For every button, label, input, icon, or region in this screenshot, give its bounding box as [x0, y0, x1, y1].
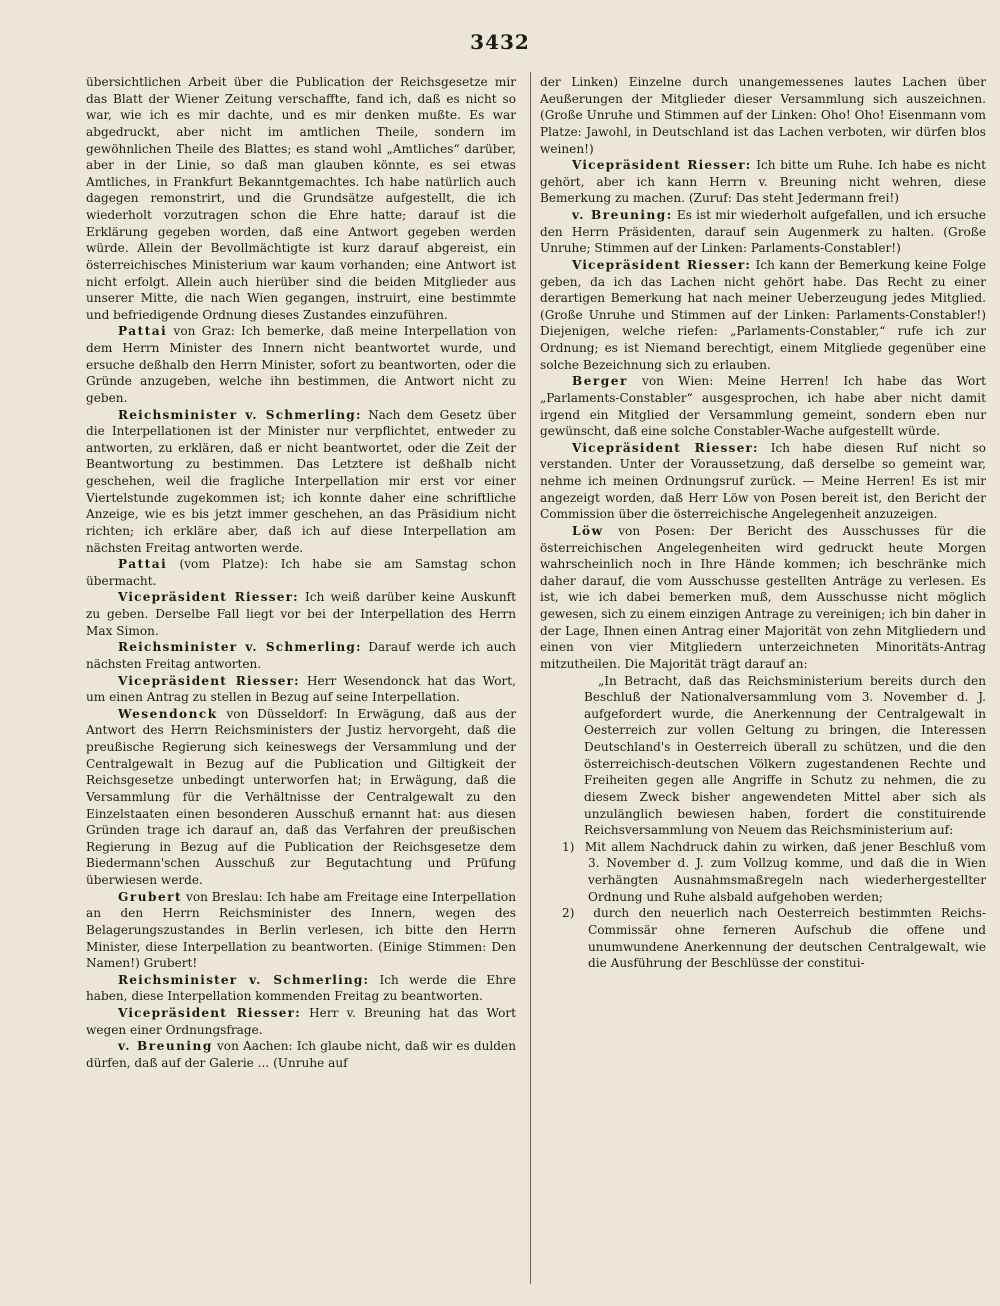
motion-item: 2) durch den neuerlich nach Oesterreich bestimmten Reichs-Commissär ohne ferneren Aufschub die offene und unumwundene Anerkennung der deutschen Centralgewalt, wie die Ausführung der Beschlüsse der constitui-	[562, 906, 986, 971]
paragraph: Reichsminister v. Schmerling: Nach dem Gesetz über die Interpellationen ist der Minister nur verpflichtet, entweder zu antworten, zu erklären, daß er nicht beantwortet, oder die Zeit der Beantwortung zu bestimmen. Das Letztere ist deßhalb nicht geschehen, weil die fragliche Interpellation mir erst vor einer Viertelstunde zugekommen ist; ich konnte daher eine schriftliche Anzeige, wie es bis jetzt immer geschehen, an das Präsidium nicht richten; ich erkläre aber, daß ich auf diese Interpellation am nächsten Freitag antworten werde.	[86, 407, 516, 555]
speaker-name: Reichsminister v. Schmerling:	[118, 407, 362, 422]
speaker-name: Vicepräsident Riesser:	[572, 257, 752, 272]
paragraph: Berger von Wien: Meine Herren! Ich habe das Wort „Parlaments-Constabler“ ausgesprochen, ich habe aber nicht damit irgend ein Mitglied der Versammlung gemeint, sondern eben nur gewünscht, daß eine solche Constabler-Wache aufgestellt würde.	[540, 374, 986, 439]
motion-quote: „In Betracht, daß das Reichsministerium bereits durch den Beschluß der Nationalversammlung vom 3. November d. J. aufgefordert wurde, die Anerkennung der Centralgewalt in Oesterreich zur vollen Geltung zu bringen, die Interessen Deutschland's in Oesterreich überall zu schützen, und die den österreichisch-deutschen Völkern zugestandenen Rechte und Freiheiten gegen alle Angriffe in Schutz zu nehmen, die zu diesem Zweck bisher angewendeten Mittel aber sich als unzulänglich bewiesen haben, fordert die constituirende Reichsversammlung von Neuem das Reichsministerium auf:	[584, 673, 986, 838]
paragraph: Vicepräsident Riesser: Herr v. Breuning hat das Wort wegen einer Ordnungsfrage.	[86, 1006, 516, 1037]
speaker-name: Pattai	[118, 557, 168, 572]
left-column	[86, 74, 516, 1072]
paragraph: Grubert von Breslau: Ich habe am Freitage eine Interpellation an den Herrn Reichsminister des Innern, wegen des Belagerungszustandes in Berlin verlesen, ich bitte den Herrn Minister, diese Interpellation zu beantworten. (Einige Stimmen: Den Namen!) Grubert!	[86, 889, 516, 971]
right-column	[540, 74, 986, 972]
paragraph: Pattai von Graz: Ich bemerke, daß meine Interpellation von dem Herrn Minister des Innern nicht beantwortet wurde, und ersuche deßhalb den Herrn Minister, sofort zu beantworten, oder die Gründe anzugeben, welche ihn bestimmen, die Antwort nicht zu geben.	[86, 324, 516, 405]
speaker-name: Löw	[572, 523, 604, 538]
column-divider	[530, 72, 531, 1284]
speaker-name: Vicepräsident Riesser:	[118, 1006, 301, 1020]
paragraph: der Linken) Einzelne durch unangemessenes lautes Lachen über Aeußerungen der Mitglieder dieser Versammlung sich auszeichnen. (Große Unruhe und Stimmen auf der Linken: Oho! Oho! Eisenmann vom Platze: Jawohl, in Deutschland ist das Lachen verboten, wir dürfen blos weinen!)	[540, 75, 986, 156]
paragraph: Reichsminister v. Schmerling: Ich werde die Ehre haben, diese Interpellation kommenden Freitag zu beantworten.	[86, 972, 516, 1004]
paragraph: Vicepräsident Riesser: Ich bitte um Ruhe. Ich habe es nicht gehört, aber ich kann Herrn v. Breuning nicht wehren, diese Bemerkung zu machen. (Zuruf: Das steht Jedermann frei!)	[540, 158, 986, 206]
paragraph: Löw von Posen: Der Bericht des Ausschusses für die österreichischen Angelegenheiten wird gedruckt heute Morgen wahrscheinlich noch in Ihre Hände kommen; ich beschränke mich daher darauf, die vom Ausschusse gestellten Anträge zu verlesen. Es ist, wie ich dabei bemerken muß, dem Ausschusse nicht möglich gewesen, sich zu einem einzigen Antrage zu vereinigen; ich bin daher in der Lage, Ihnen einen Antrag einer Majorität von zehn Mitgliedern und einen von vier Mitgliedern unterzeichneten Minoritäts-Antrag mitzutheilen. Die Majorität trägt darauf an:	[540, 523, 986, 671]
speaker-name: Wesendonck	[118, 706, 218, 721]
paragraph: Vicepräsident Riesser: Herr Wesendonck hat das Wort, um einen Antrag zu stellen in Bezug auf seine Interpellation.	[86, 673, 516, 705]
speaker-name: Vicepräsident Riesser:	[118, 590, 299, 605]
speaker-name: Reichsminister v. Schmerling:	[118, 972, 370, 987]
paragraph: übersichtlichen Arbeit über die Publication der Reichsgesetze mir das Blatt der Wiener Zeitung verschaffte, fand ich, daß es nicht so war, wie ich es mir dachte, und es mir denken mußte. Es war abgedruckt, aber nicht im amtlichen Theile, sondern im gewöhnlichen Theile des Blattes; es stand wohl „Amtliches“ darüber, aber in der Linie, so daß man glauben könnte, es sei etwas Amtliches, in Frankfurt Bekanntgemachtes. Ich habe natürlich auch dagegen remonstrirt, und die Grundsätze aufgestellt, die ich wiederholt vorzutragen schon die Ehre hatte; darauf ist die Erklärung gegeben worden, daß eine Antwort gegeben werden würde. Allein der Bevollmächtigte ist kurz darauf abgereist, ein österreichisches Ministerium war kaum vorhanden; eine Antwort ist nicht erfolgt. Allein auch hierüber sind die beiden Mitglieder aus unserer Mitte, die nach Wien gegangen, instruirt, eine bestimmte und befriedigende Ordnung dieses Zustandes einzuführen.	[86, 75, 516, 322]
paragraph: v. Breuning: Es ist mir wiederholt aufgefallen, und ich ersuche den Herrn Präsidenten, darauf sein Augenmerk zu halten. (Große Unruhe; Stimmen auf der Linken: Parlaments-Constabler!)	[540, 208, 986, 256]
page-number: 3432	[470, 30, 530, 54]
speaker-name: Vicepräsident Riesser:	[572, 440, 759, 455]
paragraph: Vicepräsident Riesser: Ich habe diesen Ruf nicht so verstanden. Unter der Voraussetzung, daß derselbe so gemeint war, nehme ich meinen Ordnungsruf zurück. — Meine Herren! Es ist mir angezeigt worden, daß Herr Löw von Posen bereit ist, den Bericht der Commission über die österreichische Angelegenheit anzuzeigen.	[540, 440, 986, 522]
paragraph: Reichsminister v. Schmerling: Darauf werde ich auch nächsten Freitag antworten.	[86, 640, 516, 671]
speaker-name: v. Breuning	[118, 1039, 213, 1054]
paragraph: v. Breuning von Aachen: Ich glaube nicht, daß wir es dulden dürfen, daß auf der Galerie ... (Unruhe auf	[86, 1039, 516, 1070]
motion-item: 1) Mit allem Nachdruck dahin zu wirken, daß jener Beschluß vom 3. November d. J. zum Vollzug komme, und daß die in Wien verhängten Ausnahmsmaßregeln nach wiederhergestellter Ordnung und Ruhe alsbald aufgehoben werden;	[562, 839, 986, 904]
speaker-name: Grubert	[118, 889, 183, 904]
speaker-name: Reichsminister v. Schmerling:	[118, 640, 362, 655]
speaker-name: Vicepräsident Riesser:	[118, 673, 300, 688]
paragraph: Vicepräsident Riesser: Ich weiß darüber keine Auskunft zu geben. Derselbe Fall liegt vor bei der Interpellation des Herrn Max Simon.	[86, 590, 516, 638]
speaker-name: v. Breuning:	[572, 208, 673, 222]
speaker-name: Pattai	[118, 324, 168, 339]
paragraph: Pattai (vom Platze): Ich habe sie am Samstag schon übermacht.	[86, 557, 516, 588]
speaker-name: Vicepräsident Riesser:	[572, 158, 752, 173]
paragraph: Wesendonck von Düsseldorf: In Erwägung, daß aus der Antwort des Herrn Reichsministers der Justiz hervorgeht, daß die preußische Regierung sich keineswegs der Versammlung und der Centralgewalt in Bezug auf die Publication und Giltigkeit der Reichsgesetze unbedingt unterworfen hat; in Erwägung, daß die Versammlung für die Verhältnisse der Centralgewalt zu den Einzelstaaten einen besonderen Ausschuß ernannt hat: aus diesen Gründen trage ich darauf an, daß das Verfahren der preußischen Regierung in Bezug auf die Publication der Reichsgesetze dem Biedermann'schen Ausschuß zur Begutachtung und Prüfung überwiesen werde.	[86, 706, 516, 887]
speaker-name: Berger	[572, 374, 628, 389]
paragraph: Vicepräsident Riesser: Ich kann der Bemerkung keine Folge geben, da ich das Lachen nicht gehört habe. Das Recht zu einer derartigen Bemerkung hat nach meiner Ueberzeugung jedes Mitglied. (Große Unruhe und Stimmen auf der Linken: Parlaments-Constabler!) Diejenigen, welche riefen: „Parlaments-Constabler,“ rufe ich zur Ordnung; es ist Niemand berechtigt, einem Mitgliede gegenüber eine solche Bezeichnung sich zu erlauben.	[540, 257, 986, 372]
